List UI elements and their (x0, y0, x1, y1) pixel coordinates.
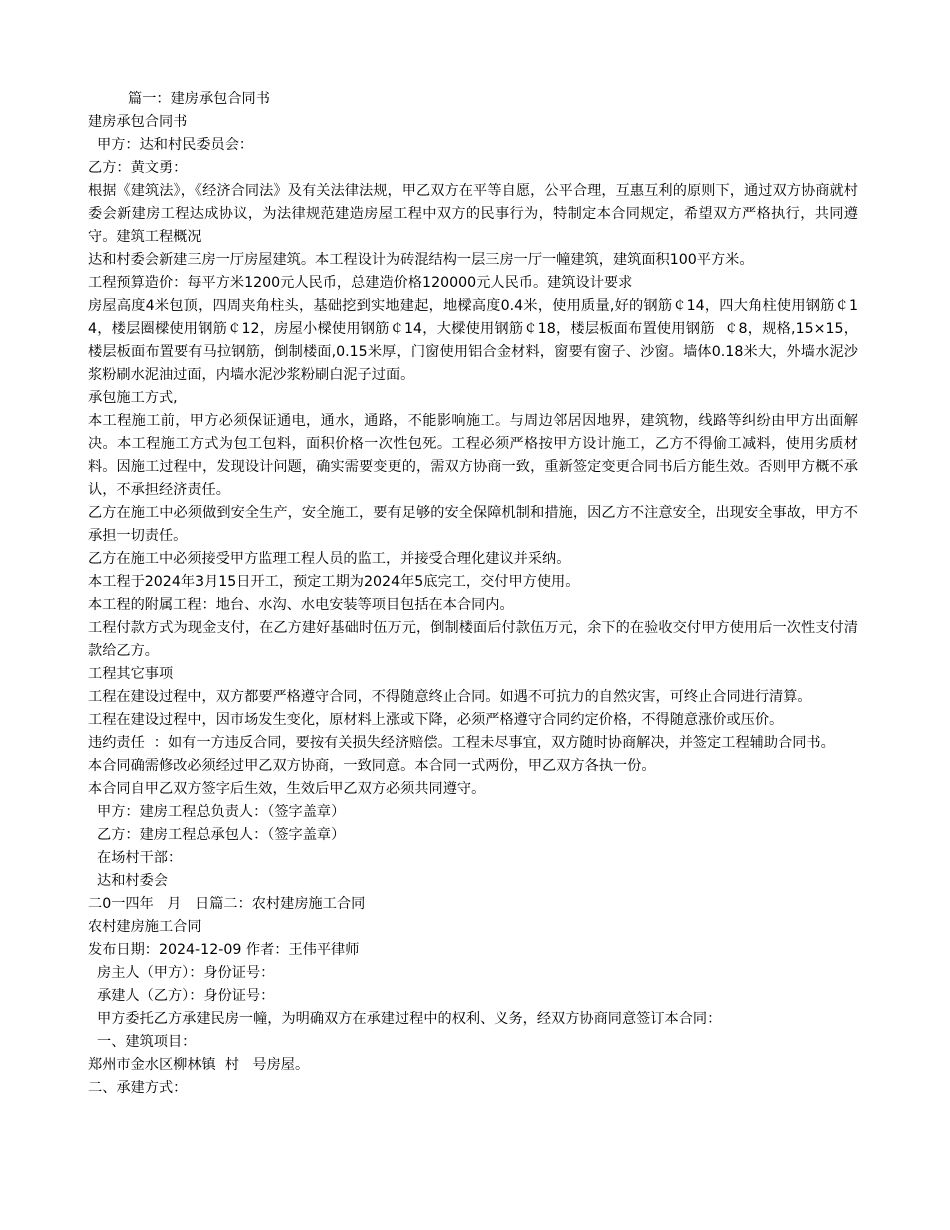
contract-document (88, 88, 858, 1100)
party-a-line: 甲方：达和村民委员会： (88, 137, 254, 153)
supervision-paragraph: 乙方在施工中必须接受甲方监理工程人员的监工，并接受合理化建议并采纳。 (88, 551, 571, 567)
section-title-part-one: 篇一：建房承包合同书 (128, 91, 270, 107)
price-paragraph: 工程在建设过程中，因市场发生变化，原材料上涨或下降，必须严格遵守合同约定价格，不得随意涨价或压价。 (88, 712, 784, 728)
builder-line: 承建人（乙方）：身份证号： (88, 988, 275, 1004)
commission-paragraph: 甲方委托乙方承建民房一幢，为明确双方在承建过程中的权利、义务，经双方协商同意签订本合同： (88, 1011, 722, 1027)
building-project-heading: 一、建筑项目： (88, 1034, 197, 1050)
village-committee-line: 达和村委会 (88, 873, 168, 889)
other-matters-heading: 工程其它事项 (88, 666, 174, 682)
project-overview-paragraph: 达和村委会新建三房一厅房屋建筑。本工程设计为砖混结构一层三房一厅一幢建筑，建筑面积100平方米。 (88, 252, 754, 268)
ancillary-works-paragraph: 本工程的附属工程：地台、水沟、水电安装等项目包括在本合同内。 (88, 597, 514, 613)
contract-title: 建房承包合同书 (88, 114, 188, 130)
preamble-paragraph: 根据《建筑法》，《经济合同法》及有关法律法规，甲乙双方在平等自愿，公平合理，互惠互利的原则下，通过双方协商就村委会新建房工程达成协议，为法律规范建造房屋工程中双方的民事行为，特制定本合同规定，希望双方严格执行，共同遵守。建筑工程概况 (88, 183, 858, 245)
address-line: 郑州市金水区柳林镇 村 号房屋。 (88, 1057, 310, 1073)
budget-paragraph: 工程预算造价：每平方米1200元人民币，总建造价格120000元人民币。建筑设计要求 (88, 275, 633, 291)
date-and-part-two-line: 二0一四年 月 日篇二：农村建房施工合同 (88, 896, 366, 912)
construction-mode-heading: 二、承建方式： (88, 1080, 188, 1096)
construction-method-heading: 承包施工方式, (88, 390, 178, 406)
schedule-paragraph: 本工程于2024年3月15日开工，预定工期为2024年5底完工，交付甲方使用。 (88, 574, 580, 590)
party-b-line: 乙方：黄文勇： (88, 160, 188, 176)
amendment-paragraph: 本合同确需修改必须经过甲乙双方协商，一致同意。本合同一式两份，甲乙双方各执一份。 (88, 758, 656, 774)
owner-line: 房主人（甲方）：身份证号： (88, 965, 275, 981)
breach-paragraph: 违约责任 ：如有一方违反合同，要按有关损失经济赔偿。工程未尽事宜，双方随时协商解决，并签定工程辅助合同书。 (88, 735, 835, 751)
party-b-signature-line: 乙方：建房工程总承包人：（签字盖章） (88, 827, 346, 843)
design-requirements-paragraph: 房屋高度4米包顶，四周夹角柱头，基础挖到实地建起，地樑高度0.4米，使用质量,好的钢筋￠14，四大角柱使用钢筋￠14，楼层圈樑使用钢筋￠12，房屋小樑使用钢筋￠14，大樑使用钢筋￠18，楼层板面布置使用钢筋 ￠8，规格,15×15，楼层板面布置要有马拉钢筋，倒制楼面,0.15米厚，门窗使用铝合金材料，窗要有窗子、沙窗。墙体0.18米大，外墙水泥沙浆粉刷水泥油过面，内墙水泥沙浆粉刷白泥子过面。 (88, 298, 858, 383)
termination-paragraph: 工程在建设过程中，双方都要严格遵守合同，不得随意终止合同。如遇不可抗力的自然灾害，可终止合同进行清算。 (88, 689, 812, 705)
payment-paragraph: 工程付款方式为现金支付，在乙方建好基础时伍万元，倒制楼面后付款伍万元，余下的在验收交付甲方使用后一次性支付清款给乙方。 (88, 620, 858, 659)
contract-two-title: 农村建房施工合同 (88, 919, 202, 935)
publish-info-line: 发布日期：2024-12-09 作者：王伟平律师 (88, 942, 360, 958)
party-a-signature-line: 甲方：建房工程总负责人：（签字盖章） (88, 804, 346, 820)
effectiveness-paragraph: 本合同自甲乙双方签字后生效，生效后甲乙双方必须共同遵守。 (88, 781, 486, 797)
construction-method-paragraph: 本工程施工前，甲方必须保证通电，通水，通路，不能影响施工。与周边邻居因地界，建筑物，线路等纠纷由甲方出面解决。本工程施工方式为包工包料，面积价格一次性包死。工程必须严格按甲方设计施工，乙方不得偷工减料，使用劣质材料。因施工过程中，发现设计问题，确实需要变更的，需双方协商一致，重新签定变更合同书后方能生效。否则甲方概不承认，不承担经济责任。 (88, 413, 858, 498)
safety-paragraph: 乙方在施工中必须做到安全生产，安全施工，要有足够的安全保障机制和措施，因乙方不注意安全，出现安全事故，甲方不承担一切责任。 (88, 505, 858, 544)
village-cadre-line: 在场村干部： (88, 850, 183, 866)
